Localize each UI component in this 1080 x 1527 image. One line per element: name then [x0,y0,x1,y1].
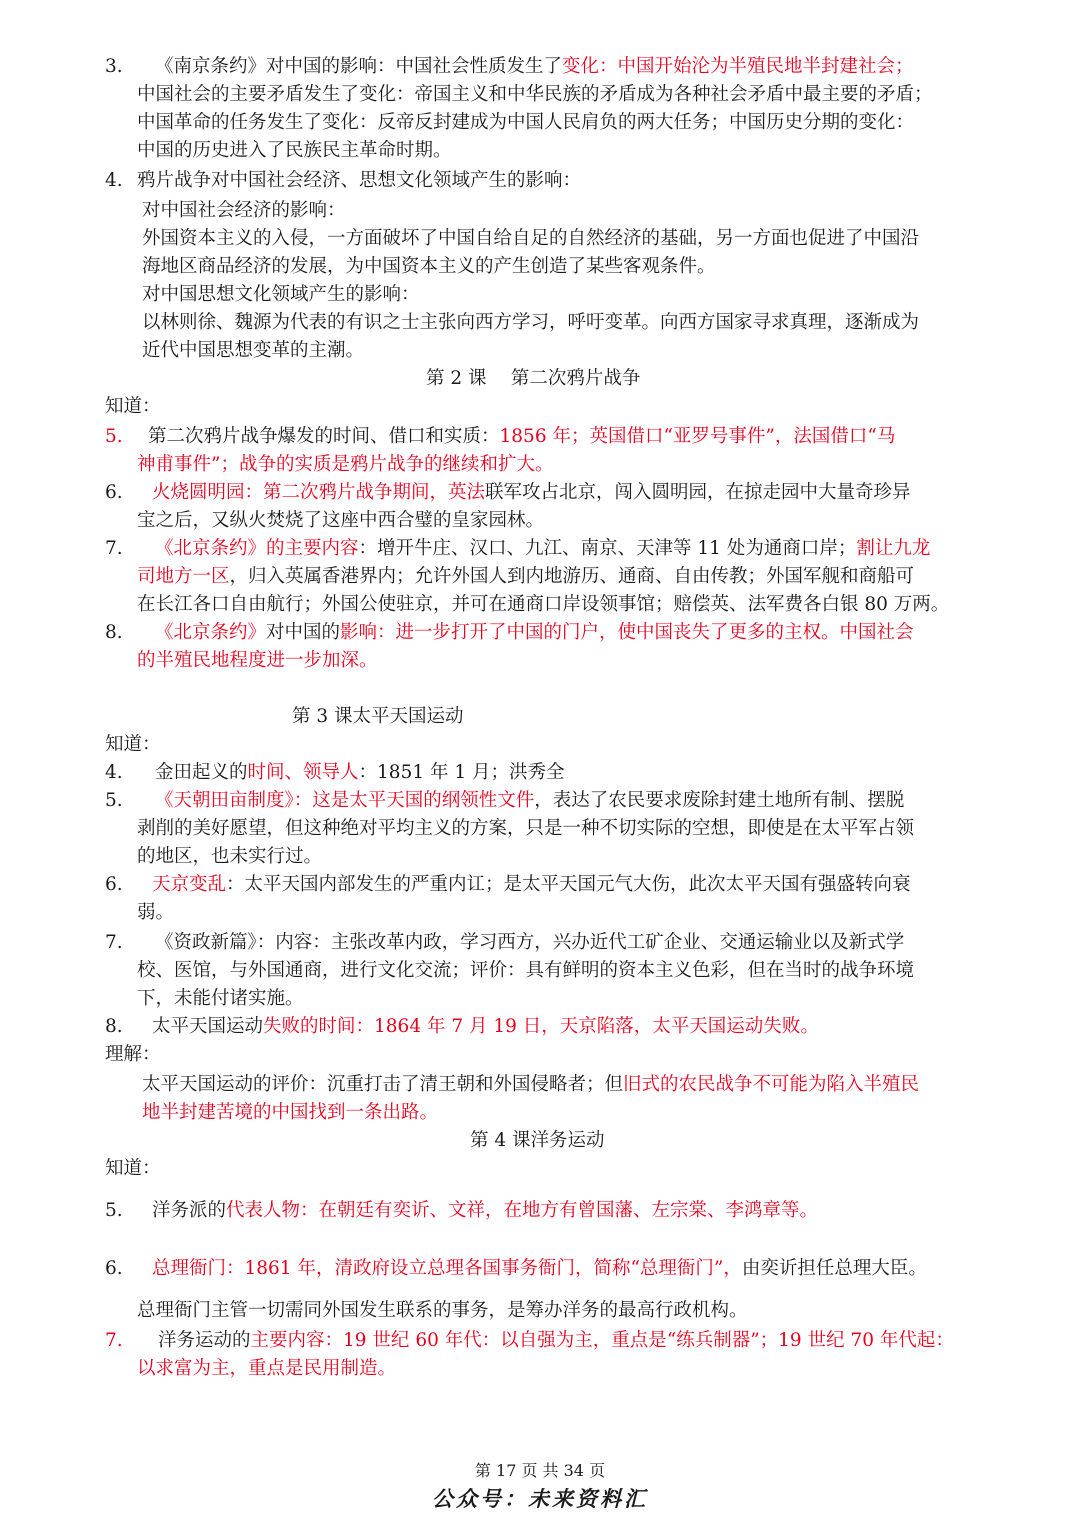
paragraph-line: 洋务派的代表人物：在朝廷有奕䜣、文祥，在地方有曾国藩、左宗棠、李鸿章等。 [152,1200,819,1221]
paragraph-line: 《资政新篇》：内容：主张改革内政，学习西方，兴办近代工矿企业、交通运输业以及新式学 [155,932,905,953]
item-number: 6. [105,1258,123,1279]
paragraph-line: 中国革命的任务发生了变化：反帝反封建成为中国人民肩负的两大任务；中国历史分期的变化： [137,112,915,133]
item-number: 5. [105,790,123,811]
section-title: 第 3 课太平天国运动 [292,706,464,727]
paragraph-line: 在长江各口自由航行；外国公使驻京，并可在通商口岸设领事馆；赔偿英、法军费各白银 80 万两。 [137,594,950,615]
item-number: 8. [105,622,123,643]
subheading: 知道： [105,734,161,755]
paragraph-line: 外国资本主义的入侵，一方面破坏了中国自给自足的自然经济的基础，另一方面也促进了中国沿 [142,228,920,249]
paragraph-line: 地半封建苦境的中国找到一条出路。 [142,1102,439,1123]
paragraph-line: 对中国思想文化领域产生的影响： [142,284,420,305]
item-number: 5. [105,1200,123,1221]
paragraph-line: 太平天国运动的评价：沉重打击了清王朝和外国侵略者；但旧式的农民战争不可能为陷入半殖民 [142,1074,920,1095]
paragraph-line: 《北京条约》的主要内容：增开牛庄、汉口、九江、南京、天津等 11 处为通商口岸；割让九龙 [155,538,931,559]
item-number: 3. [105,56,123,77]
paragraph-line: 神甫事件”；战争的实质是鸦片战争的继续和扩大。 [137,454,554,475]
paragraph-line: 天京变乱：太平天国内部发生的严重内讧；是太平天国元气大伤，此次太平天国有强盛转向衰 [152,874,911,895]
paragraph-line: 总理衙门主管一切需同外国发生联系的事务，是筹办洋务的最高行政机构。 [137,1300,748,1321]
paragraph-line: 中国的历史进入了民族民主革命时期。 [137,140,452,161]
paragraph-line: 对中国社会经济的影响： [142,200,346,221]
item-number: 4. [105,762,123,783]
item-number: 6. [105,482,123,503]
footer-brand: 公众号：未来资料汇 [432,1486,648,1511]
paragraph-line: 《北京条约》对中国的影响：进一步打开了中国的门户，使中国丧失了更多的主权。中国社会 [155,622,914,643]
subheading: 理解： [105,1044,161,1065]
item-number: 4. [105,170,123,191]
item-number: 7. [105,932,123,953]
paragraph-line: 总理衙门：1861 年，清政府设立总理各国事务衙门，简称“总理衙门”，由奕䜣担任总理大臣。 [152,1258,927,1279]
paragraph-line: 第二次鸦片战争爆发的时间、借口和实质：1856 年；英国借口“亚罗号事件”，法国借口“马 [148,426,896,447]
paragraph-line: 鸦片战争对中国社会经济、思想文化领域产生的影响： [137,170,582,191]
paragraph-line: 的地区，也未实行过。 [137,846,323,867]
paragraph-line: 洋务运动的主要内容：19 世纪 60 年代：以自强为主，重点是“练兵制器”；19 世纪 70 年代起： [158,1330,954,1351]
item-number: 7. [105,1330,123,1351]
paragraph-line: 火烧圆明园：第二次鸦片战争期间，英法联军攻占北京，闯入圆明园，在掠走园中大量奇珍异 [152,482,911,503]
paragraph-line: 近代中国思想变革的主潮。 [142,340,365,361]
item-number: 5. [105,426,123,447]
section-title: 第 2 课 第二次鸦片战争 [426,368,641,389]
item-number: 8. [105,1016,123,1037]
paragraph-line: 以求富为主，重点是民用制造。 [137,1358,397,1379]
paragraph-line: 金田起义的时间、领导人：1851 年 1 月；洪秀全 [155,762,565,783]
subheading: 知道： [105,396,161,417]
page-number: 第 17 页 共 34 页 [474,1461,606,1480]
paragraph-line: 太平天国运动失败的时间：1864 年 7 月 19 日，天京陷落，太平天国运动失败。 [152,1016,819,1037]
paragraph-line: 的半殖民地程度进一步加深。 [137,650,378,671]
paragraph-line: 弱。 [137,902,175,923]
paragraph-line: 海地区商品经济的发展，为中国资本主义的产生创造了某些客观条件。 [142,256,716,277]
paragraph-line: 以林则徐、魏源为代表的有识之士主张向西方学习，呼吁变革。向西方国家寻求真理，逐渐成为 [142,312,920,333]
paragraph-line: 剥削的美好愿望，但这种绝对平均主义的方案，只是一种不切实际的空想，即使是在太平军占领 [137,818,915,839]
paragraph-line: 宝之后，又纵火焚烧了这座中西合璧的皇家园林。 [137,510,545,531]
paragraph-line: 《南京条约》对中国的影响：中国社会性质发生了变化：中国开始沦为半殖民地半封建社会； [155,56,914,77]
paragraph-line: 司地方一区，归入英属香港界内；允许外国人到内地游历、通商、自由传教；外国军舰和商船可 [137,566,915,587]
item-number: 7. [105,538,123,559]
paragraph-line: 中国社会的主要矛盾发生了变化：帝国主义和中华民族的矛盾成为各种社会矛盾中最主要的矛盾； [137,84,933,105]
paragraph-line: 下，未能付诸实施。 [137,988,304,1009]
section-title: 第 4 课洋务运动 [470,1130,605,1151]
subheading: 知道： [105,1158,161,1179]
paragraph-line: 校、医馆，与外国通商，进行文化交流；评价：具有鲜明的资本主义色彩，但在当时的战争环境 [137,960,915,981]
paragraph-line: 《天朝田亩制度》：这是太平天国的纲领性文件，表达了农民要求废除封建土地所有制、摆脱 [155,790,905,811]
item-number: 6. [105,874,123,895]
